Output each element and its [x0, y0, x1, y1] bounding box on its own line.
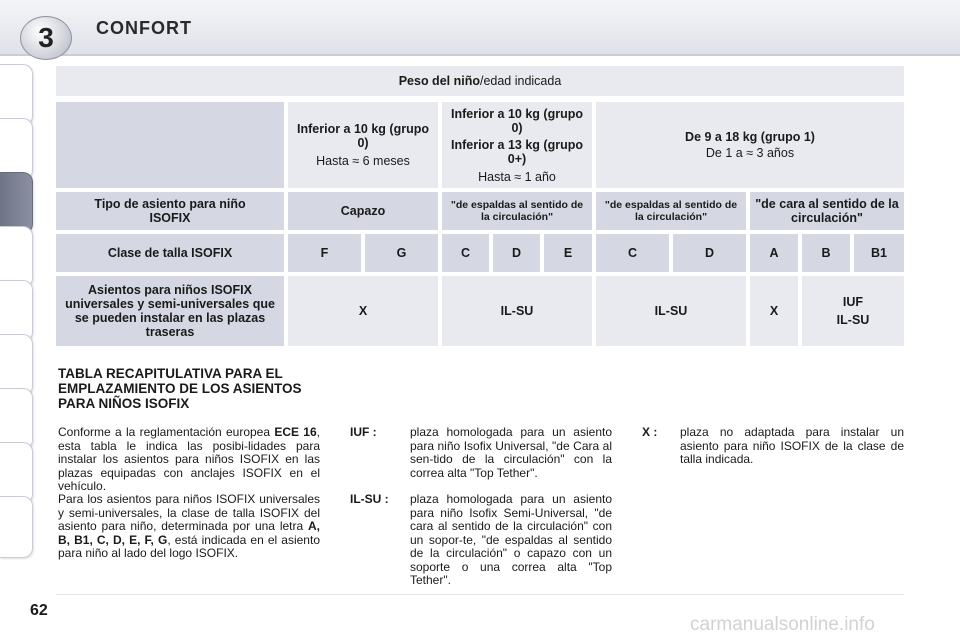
watermark: carmanualsonline.info: [690, 614, 875, 635]
group-0-header: [288, 102, 438, 188]
seats-value: IL-SU: [500, 304, 534, 318]
row-label-seats-text: Asientos para niños ISOFIX universales y semi-universales que se pueden instalar en las plazas traseras: [65, 283, 275, 339]
seat-type-capazo: [288, 192, 438, 230]
size-class-value: G: [396, 246, 407, 260]
seats-value-cell-last: [802, 276, 904, 346]
side-tab-6[interactable]: [0, 334, 33, 396]
para2-text-b: , está indicada en el asiento para niño al lado del logo ISOFIX.: [58, 532, 320, 560]
legend-iuf-text: plaza homologada para un asiento para niño Isofix Universal, "de Cara al sen-tido de la circulación" con la correa alta "Top Tether".: [410, 425, 612, 480]
seat-type-rear-facing-1: [442, 192, 592, 230]
size-class-cell: [493, 234, 540, 272]
group-1-header: [596, 102, 904, 188]
group-0plus-title: Inferior a 10 kg (grupo 0): [451, 106, 583, 135]
legend-iuf-key: IUF :: [350, 425, 377, 439]
size-class-value: C: [627, 246, 638, 260]
seat-type-forward-facing-text: "de cara al sentido de la circulación": [755, 197, 899, 225]
size-class-value: E: [563, 246, 573, 260]
para1-text-b: , esta tabla le indica las posibi-lidades para instalar los asientos para niños ISOFIX en las plazas equipadas con anclajes ISOFIX en el vehículo.: [58, 425, 320, 493]
para1-bold: ECE 16: [274, 425, 317, 439]
seats-value-cell: [750, 276, 798, 346]
side-tab-active[interactable]: [0, 172, 33, 234]
top-header-regular: /edad indicada: [479, 74, 562, 88]
group-1-subtitle: De 1 a ≈ 3 años: [705, 146, 795, 160]
seats-value: X: [358, 304, 368, 318]
legend-x-text: plaza no adaptada para instalar un asiento para niño ISOFIX de la clase de talla indicada.: [680, 425, 904, 466]
legend-ilsu-text: plaza homologada para un asiento para niño Isofix Semi-Universal, "de cara al sentido de la circulación" con un sopor-te, "de espaldas al sentido de la circulación" o capazo con un soporte o una correa alta "Top Tether".: [410, 492, 612, 587]
seat-type-forward-facing: [750, 192, 904, 230]
size-class-value: B: [821, 246, 831, 260]
side-tab-2[interactable]: [0, 118, 33, 180]
size-class-cell: [544, 234, 592, 272]
group-0-subtitle: Hasta ≈ 6 meses: [316, 154, 410, 168]
row-label-size-class-text: Clase de talla ISOFIX: [107, 246, 233, 260]
size-class-cell: [365, 234, 438, 272]
para1-text-a: Conforme a la reglamentación europea: [58, 425, 275, 439]
intro-paragraph-2: [58, 493, 320, 561]
seats-value-cell: [288, 276, 438, 346]
group-0-title: Inferior a 10 kg (grupo 0): [297, 122, 429, 150]
intro-paragraph-1: [58, 426, 320, 494]
page-number: 62: [30, 602, 48, 619]
side-tab-9[interactable]: [0, 496, 33, 558]
size-class-cell: [673, 234, 746, 272]
seats-value-cell: [596, 276, 746, 346]
seat-type-rear-facing-2-text: "de espaldas al sentido de la circulación": [604, 199, 738, 223]
seat-type-capazo-text: Capazo: [340, 204, 386, 218]
legend-x-key: X :: [642, 425, 658, 439]
side-tab-1[interactable]: [0, 64, 33, 126]
size-class-cell: [442, 234, 489, 272]
table-corner-cell: [56, 102, 284, 188]
seats-value-iuf: IUF: [842, 295, 864, 309]
bottom-rule: [56, 594, 904, 595]
para2-bold: A, B, B1, C, D, E, F, G: [58, 519, 320, 547]
table-top-header: [56, 66, 904, 96]
row-label-seat-type: [56, 192, 284, 230]
group-0plus-title2: Inferior a 13 kg (grupo 0+): [451, 137, 583, 166]
top-header-bold: Peso del niño: [398, 74, 480, 88]
legend-ilsu-key: IL-SU :: [350, 492, 389, 506]
chapter-title: CONFORT: [96, 18, 192, 38]
seats-value-cell: [442, 276, 592, 346]
size-class-value: C: [460, 246, 471, 260]
size-class-value: D: [704, 246, 715, 260]
section-title: TABLA RECAPITULATIVA PARA EL EMPLAZAMIENTO DE LOS ASIENTOS PARA NIÑOS ISOFIX: [58, 366, 302, 411]
seats-value: IL-SU: [654, 304, 688, 318]
row-label-seat-type-text: Tipo de asiento para niño ISOFIX: [94, 197, 246, 225]
size-class-cell: [288, 234, 361, 272]
seat-type-rear-facing-2: [596, 192, 746, 230]
group-1-title: De 9 a 18 kg (grupo 1): [685, 130, 815, 144]
size-class-value: A: [769, 246, 779, 260]
seat-type-rear-facing-1-text: "de espaldas al sentido de la circulación": [450, 199, 584, 223]
size-class-cell: [596, 234, 669, 272]
size-class-cell: [750, 234, 798, 272]
row-label-size-class: [56, 234, 284, 272]
seats-value-ilsu: IL-SU: [836, 313, 870, 327]
size-class-value: D: [511, 246, 522, 260]
side-tab-8[interactable]: [0, 442, 33, 504]
row-label-seats: [56, 276, 284, 346]
side-tabs: [0, 64, 36, 576]
group-0plus-subtitle: Hasta ≈ 1 año: [478, 169, 556, 184]
side-tab-4[interactable]: [0, 226, 33, 288]
size-class-value: B1: [871, 246, 887, 260]
group-0plus-header: [442, 102, 592, 188]
side-tab-5[interactable]: [0, 280, 33, 342]
para2-text-a: Para los asientos para niños ISOFIX universales y semi-universales, la clase de talla ISOFIX del asiento para niño, determinada por una letra: [58, 492, 320, 533]
size-class-value: F: [320, 246, 329, 260]
chapter-badge: 3: [20, 16, 72, 60]
size-class-cell: [802, 234, 850, 272]
seats-value: X: [769, 304, 779, 318]
side-tab-7[interactable]: [0, 388, 33, 450]
size-class-cell: [854, 234, 904, 272]
